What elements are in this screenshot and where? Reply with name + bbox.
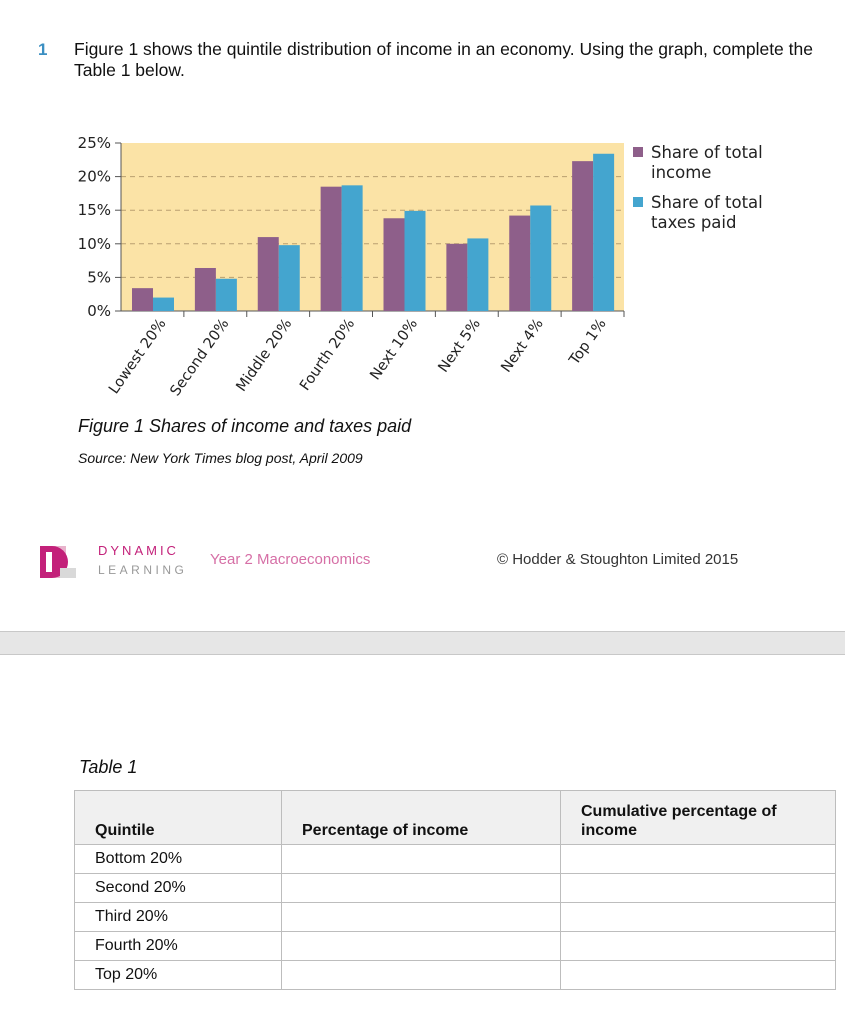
y-tick-label: 0%: [87, 302, 111, 320]
percentage-cell[interactable]: [282, 874, 561, 903]
quintile-cell: Top 20%: [75, 961, 282, 990]
bar-taxes: [405, 211, 426, 311]
percentage-cell[interactable]: [282, 961, 561, 990]
x-tick-label: Fourth 20%: [297, 316, 359, 394]
quintile-cell: Bottom 20%: [75, 845, 282, 874]
x-tick-label: Lowest 20%: [106, 316, 170, 398]
quintile-cell: Fourth 20%: [75, 932, 282, 961]
table-row: [75, 903, 836, 932]
percentage-cell[interactable]: [282, 845, 561, 874]
legend-swatch: [633, 197, 643, 207]
bar-taxes: [216, 279, 237, 311]
legend-swatch: [633, 147, 643, 157]
y-tick-label: 5%: [87, 268, 111, 287]
cumulative-cell[interactable]: [561, 961, 836, 990]
x-tick-label: Second 20%: [167, 316, 233, 400]
bar-taxes: [342, 185, 363, 311]
table-caption: Table 1: [79, 757, 138, 777]
dynamic-learning-logo-icon: [38, 544, 78, 580]
bar-income: [509, 216, 530, 311]
course-title: Year 2 Macroeconomics: [210, 551, 371, 568]
cumulative-cell[interactable]: [561, 845, 836, 874]
quintile-cell: Second 20%: [75, 874, 282, 903]
quintile-table: [74, 790, 836, 990]
income-tax-bar-chart: [0, 0, 845, 420]
bar-income: [195, 268, 216, 311]
legend-label: taxes paid: [651, 213, 737, 232]
question-text: Figure 1 shows the quintile distribution of income in an economy. Using the graph, complete the Table 1 below.: [74, 39, 813, 80]
table-row: [75, 932, 836, 961]
bar-taxes: [279, 245, 300, 311]
cumulative-cell[interactable]: [561, 903, 836, 932]
cumulative-cell[interactable]: [561, 874, 836, 903]
x-tick-label: Next 5%: [435, 316, 484, 376]
brand-name-bottom: LEARNING: [98, 563, 188, 577]
legend-label: Share of total: [651, 193, 763, 212]
header-quintile: Quintile: [75, 791, 282, 845]
bar-income: [132, 288, 153, 311]
y-tick-label: 15%: [77, 201, 111, 220]
x-tick-label: Next 4%: [498, 316, 547, 376]
header-percentage: Percentage of income: [282, 791, 561, 845]
bar-taxes: [467, 238, 488, 311]
table-row: [75, 961, 836, 990]
y-tick-label: 10%: [77, 234, 111, 253]
table-row: [75, 874, 836, 903]
brand-name-top: DYNAMIC: [98, 543, 179, 558]
y-tick-label: 25%: [77, 134, 111, 152]
figure-source: Source: New York Times blog post, April 2009: [78, 450, 363, 466]
bar-taxes: [593, 154, 614, 311]
bar-income: [321, 187, 342, 311]
bar-income: [384, 218, 405, 311]
table-row: [75, 845, 836, 874]
copyright-notice: © Hodder & Stoughton Limited 2015: [497, 551, 739, 568]
percentage-cell[interactable]: [282, 932, 561, 961]
bar-taxes: [530, 205, 551, 311]
bar-income: [446, 244, 467, 311]
header-cumulative: Cumulative percentage of income: [561, 791, 836, 845]
percentage-cell[interactable]: [282, 903, 561, 932]
y-tick-label: 20%: [77, 167, 111, 186]
legend-label: income: [651, 163, 712, 182]
question-number: 1: [38, 40, 48, 59]
table-header-row: [75, 791, 836, 845]
cumulative-cell[interactable]: [561, 932, 836, 961]
x-tick-label: Middle 20%: [233, 316, 296, 395]
legend-label: Share of total: [651, 143, 763, 162]
figure-caption: Figure 1 Shares of income and taxes paid: [78, 416, 412, 436]
x-tick-label: Next 10%: [367, 316, 422, 384]
bar-income: [572, 161, 593, 311]
page-separator: [0, 631, 845, 655]
bar-taxes: [153, 298, 174, 311]
bar-income: [258, 237, 279, 311]
x-tick-label: Top 1%: [566, 316, 610, 368]
quintile-cell: Third 20%: [75, 903, 282, 932]
